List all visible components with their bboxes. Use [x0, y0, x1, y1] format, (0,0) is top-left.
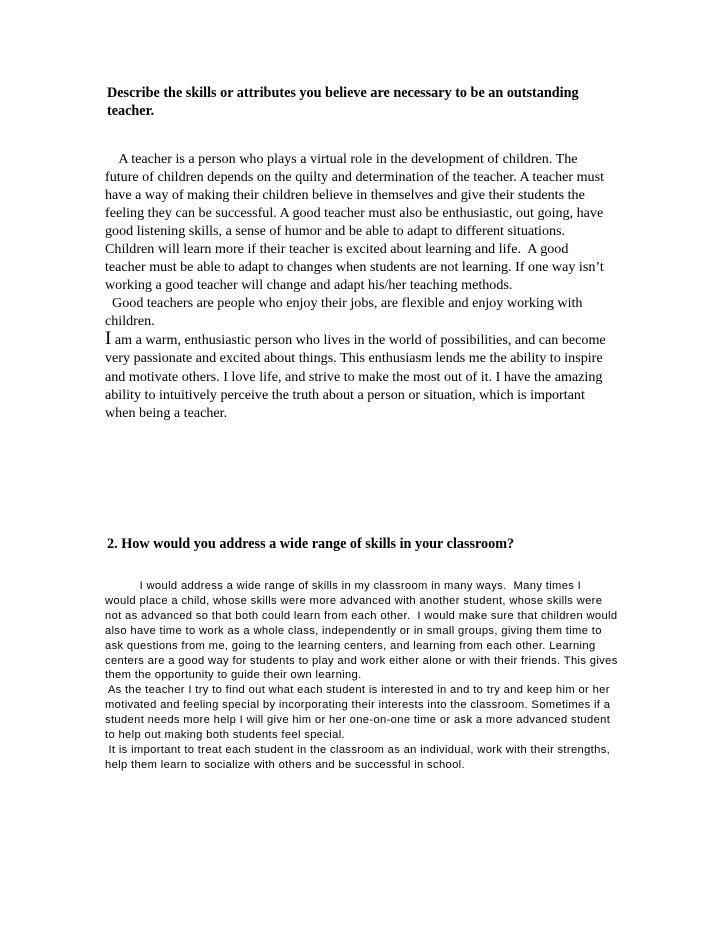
answer-2-line: help them learn to socialize with others and be successful in school.: [105, 758, 465, 771]
answer-1-line: future of children depends on the quilty and determination of the teacher. A teacher must: [105, 169, 604, 185]
question-2-heading: [107, 535, 627, 553]
answer-1-line: working a good teacher will change and adapt his/her teaching methods.: [105, 277, 513, 293]
answer-2-line: As the teacher I try to find out what each student is interested in and to try and keep him or her: [105, 684, 610, 697]
answer-2-line: to help out making both students feel special.: [105, 729, 345, 742]
answer-1-line: am a warm, enthusiastic person who lives in the world of possibilities, and can become: [111, 332, 606, 348]
answer-2-line: I would address a wide range of skills in my classroom in many ways. Many times I: [105, 580, 582, 592]
answer-2-line: ask questions from me, going to the learning centers, and learning from each other. Learning: [105, 639, 596, 652]
answer-2-line: also have time to work as a whole class, independently or in small groups, giving them time to: [105, 624, 602, 637]
question-1-heading: [107, 84, 627, 120]
answer-1-line: good listening skills, a sense of humor and be able to adapt to different situations.: [105, 223, 566, 239]
drop-cap-letter: I: [105, 328, 112, 349]
answer-1-line: children.: [105, 313, 155, 329]
answer-1-line: when being a teacher.: [105, 405, 228, 422]
answer-2-line: motivated and feeling special by incorporating their interests into the classroom. Sometimes if a: [105, 699, 611, 712]
answer-1-line: feeling they can be successful. A good teacher must also be enthusiastic, out going, have: [105, 205, 604, 221]
question-2-line: 2. How would you address a wide range of skills in your classroom?: [107, 536, 515, 552]
answer-2-line: centers are a good way for students to play and work either alone or with their friends. This gives: [105, 654, 618, 667]
answer-1-paragraph-1: [105, 150, 635, 330]
answer-2-line: It is important to treat each student in the classroom as an individual, work with their strengths,: [105, 743, 611, 756]
answer-2-line: them the opportunity to guide their own learning.: [105, 669, 362, 682]
answer-1-line: and motivate others. I love life, and strive to make the most out of it. I have the amazing: [105, 368, 603, 385]
answer-2-line: not as advanced so that both could learn from each other. I would make sure that children would: [105, 609, 618, 622]
answer-1-line: A teacher is a person who plays a virtual role in the development of children. The: [105, 151, 578, 167]
answer-2-line: student needs more help I will give him or her one-on-one time or ask a more advanced student: [105, 714, 611, 727]
answer-1-line: very passionate and excited about things. This enthusiasm lends me the ability to inspire: [105, 350, 603, 367]
answer-1-line: have a way of making their children believe in themselves and give their students the: [105, 187, 585, 203]
answer-1-line: teacher must be able to adapt to changes when students are not learning. If one way isn’t: [105, 259, 604, 275]
answer-1-line: ability to intuitively perceive the truth about a person or situation, which is important: [105, 386, 585, 403]
answer-1-paragraph-2: [105, 330, 635, 422]
question-1-line: teacher.: [107, 103, 155, 119]
question-1-line: Describe the skills or attributes you believe are necessary to be an outstanding: [107, 85, 579, 101]
answer-2-paragraph: [105, 579, 635, 773]
answer-2-line: would place a child, whose skills were more advanced with another student, whose skills were: [105, 594, 603, 607]
answer-2-first-line: [105, 330, 635, 349]
answer-1-line: Good teachers are people who enjoy their jobs, are flexible and enjoy working with: [105, 295, 583, 311]
answer-1-line: Children will learn more if their teacher is excited about learning and life. A good: [105, 241, 569, 257]
